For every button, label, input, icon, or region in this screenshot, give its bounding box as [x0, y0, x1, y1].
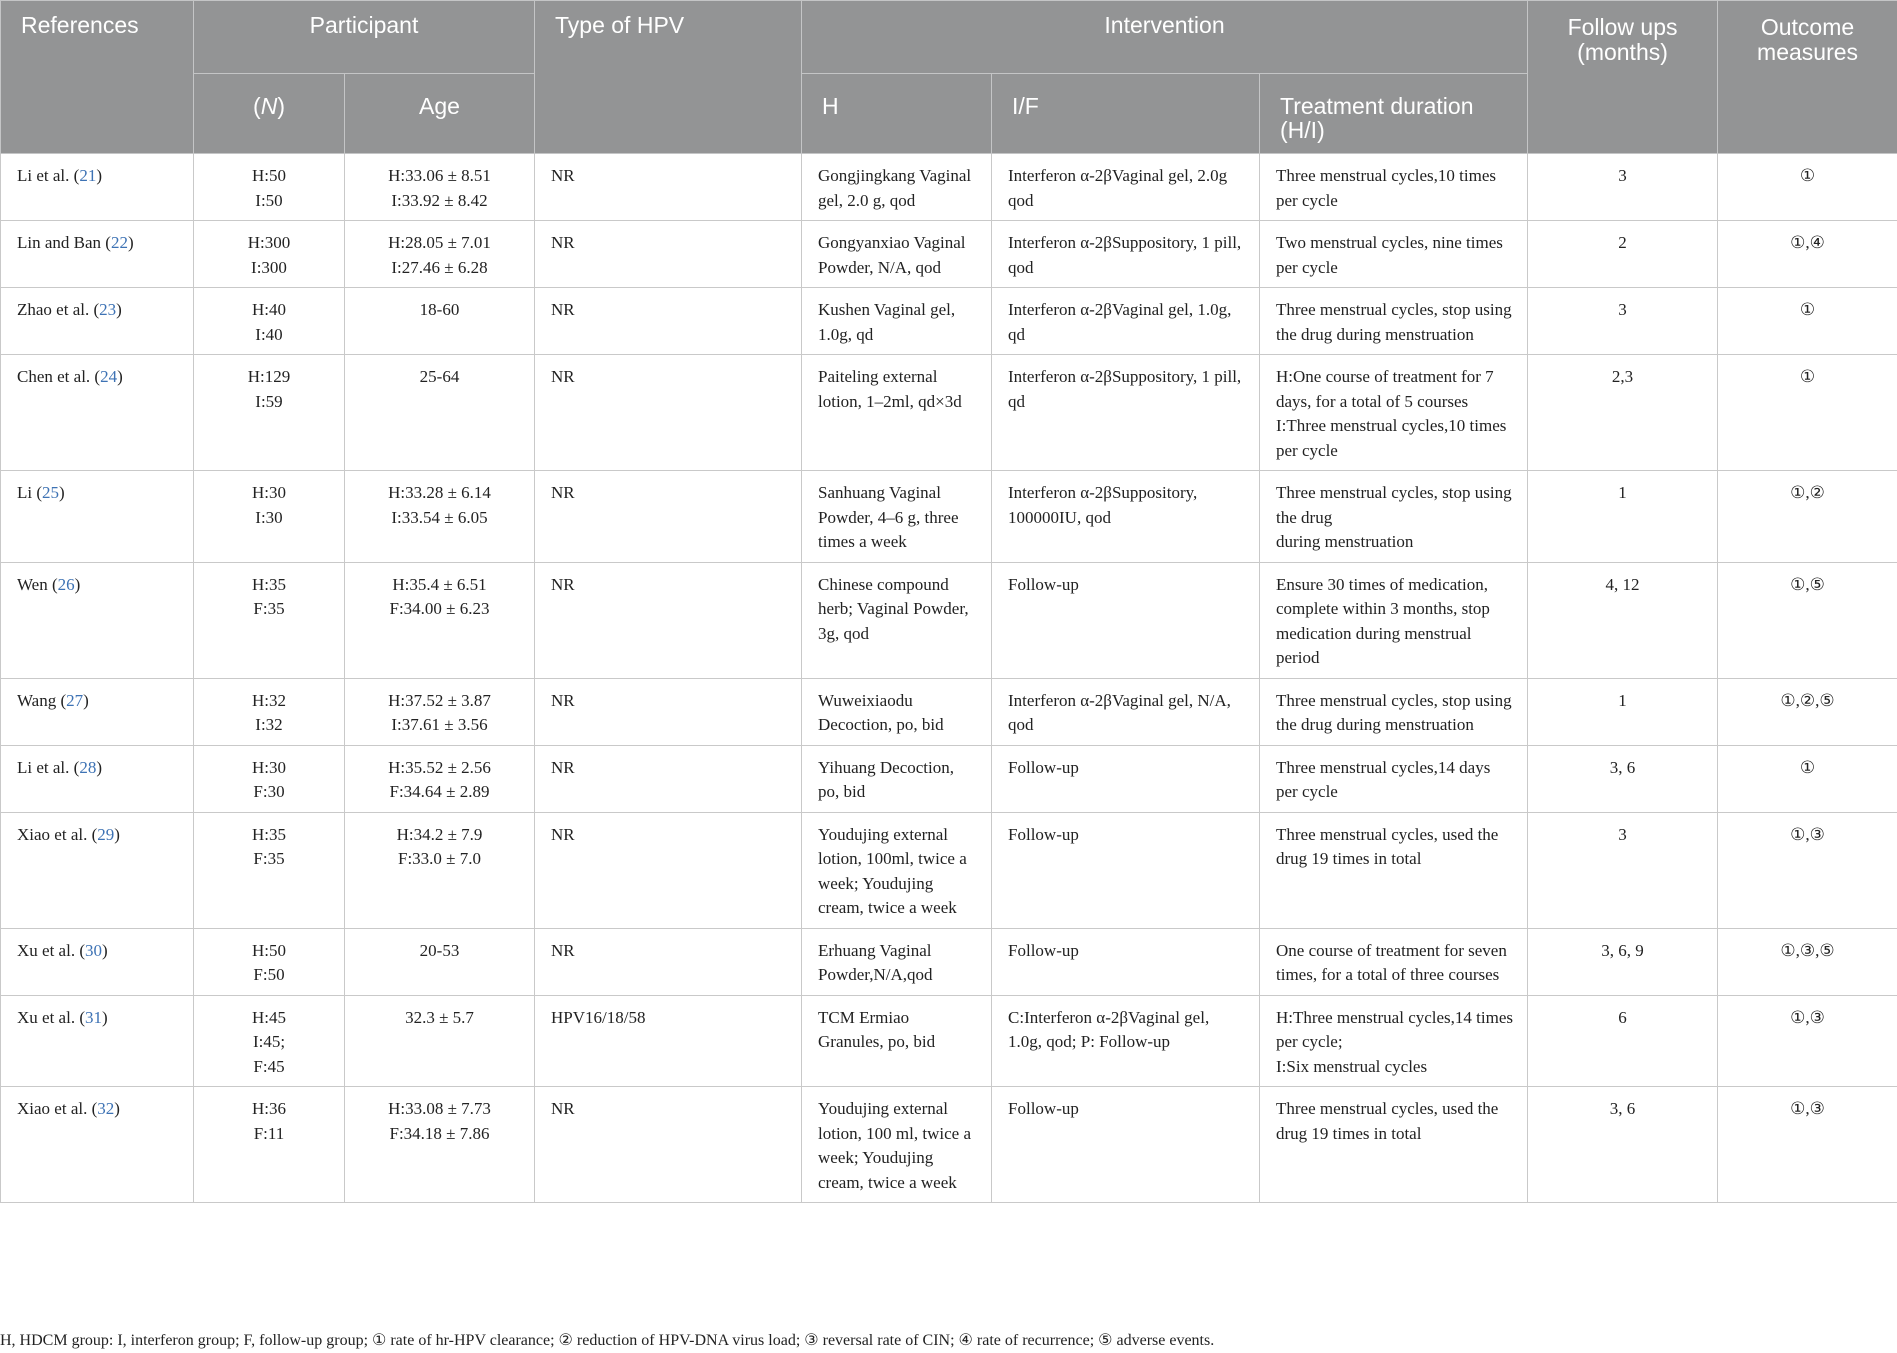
cell-n: H:45 I:45; F:45: [194, 995, 345, 1087]
cell-hpv-type: NR: [535, 355, 802, 471]
reference-link[interactable]: 21: [79, 166, 97, 185]
reference-author: Xu et al. (: [17, 1007, 85, 1027]
cell-reference: [1, 288, 194, 355]
cell-follow-ups: 3, 6: [1528, 745, 1718, 812]
cell-h-intervention: Gongyanxiao Vaginal Powder, N/A, qod: [802, 221, 992, 288]
cell-treatment-duration: One course of treatment for seven times, for a total of three courses: [1260, 928, 1528, 995]
reference-link[interactable]: 32: [97, 1099, 115, 1118]
header-references: References: [1, 1, 194, 154]
cell-h-intervention: Wuweixiaodu Decoction, po, bid: [802, 678, 992, 745]
cell-treatment-duration: Three menstrual cycles,14 days per cycle: [1260, 745, 1528, 812]
table-body: [1, 154, 1897, 1203]
cell-outcome: ①,③: [1718, 812, 1897, 928]
table-row: [1, 562, 1897, 678]
cell-treatment-duration: Ensure 30 times of medication, complete within 3 months, stop medication during menstrual period: [1260, 562, 1528, 678]
cell-age: 20-53: [345, 928, 535, 995]
cell-age: H:34.2 ± 7.9 F:33.0 ± 7.0: [345, 812, 535, 928]
cell-reference: [1, 995, 194, 1087]
reference-close: ): [101, 1007, 108, 1027]
cell-reference: [1, 678, 194, 745]
header-h: H: [802, 74, 992, 154]
header-treatment-duration: Treatment duration (H/I): [1260, 74, 1528, 154]
reference-link[interactable]: 22: [110, 233, 128, 252]
cell-hpv-type: NR: [535, 678, 802, 745]
cell-hpv-type: NR: [535, 745, 802, 812]
cell-reference: [1, 812, 194, 928]
reference-link[interactable]: 24: [100, 367, 118, 386]
cell-if-intervention: Follow-up: [992, 562, 1260, 678]
cell-outcome: ①,③: [1718, 1087, 1897, 1203]
cell-reference: [1, 355, 194, 471]
reference-link[interactable]: 30: [84, 940, 102, 960]
cell-age: H:33.08 ± 7.73 F:34.18 ± 7.86: [345, 1087, 535, 1203]
cell-hpv-type: NR: [535, 221, 802, 288]
cell-follow-ups: 3: [1528, 154, 1718, 221]
cell-n: H:32 I:32: [194, 678, 345, 745]
cell-h-intervention: Erhuang Vaginal Powder,N/A,qod: [802, 928, 992, 995]
cell-hpv-type: NR: [535, 471, 802, 563]
cell-hpv-type: NR: [535, 288, 802, 355]
table-row: [1, 745, 1897, 812]
cell-age: H:28.05 ± 7.01 I:27.46 ± 6.28: [345, 221, 535, 288]
cell-n: H:36 F:11: [194, 1087, 345, 1203]
cell-treatment-duration: Three menstrual cycles, stop using the drug during menstruation: [1260, 678, 1528, 745]
reference-author: Lin and Ban (: [17, 233, 111, 252]
table-row: [1, 678, 1897, 745]
reference-close: ): [114, 824, 120, 844]
cell-h-intervention: TCM Ermiao Granules, po, bid: [802, 995, 992, 1087]
reference-author: Wen (: [17, 574, 58, 594]
cell-reference: [1, 221, 194, 288]
reference-link[interactable]: 31: [84, 1007, 102, 1027]
reference-author: Xiao et al. (: [17, 824, 98, 844]
cell-age: H:33.06 ± 8.51 I:33.92 ± 8.42: [345, 154, 535, 221]
reference-author: Xu et al. (: [17, 940, 85, 960]
table-row: [1, 221, 1897, 288]
cell-hpv-type: NR: [535, 562, 802, 678]
cell-outcome: ①,⑤: [1718, 562, 1897, 678]
cell-treatment-duration: Three menstrual cycles, used the drug 19 times in total: [1260, 1087, 1528, 1203]
table-row: [1, 812, 1897, 928]
reference-close: ): [114, 1099, 120, 1118]
reference-close: ): [96, 166, 102, 185]
cell-outcome: ①: [1718, 745, 1897, 812]
cell-hpv-type: NR: [535, 154, 802, 221]
cell-hpv-type: NR: [535, 812, 802, 928]
cell-outcome: ①,③: [1718, 995, 1897, 1087]
cell-reference: [1, 928, 194, 995]
table-row: [1, 355, 1897, 471]
cell-follow-ups: 3: [1528, 288, 1718, 355]
reference-close: ): [74, 574, 81, 594]
cell-reference: [1, 1087, 194, 1203]
header-n-open: (: [253, 93, 261, 119]
reference-link[interactable]: 26: [57, 574, 75, 594]
cell-reference: [1, 562, 194, 678]
cell-treatment-duration: Three menstrual cycles, stop using the drug during menstruation: [1260, 471, 1528, 563]
reference-close: ): [101, 940, 108, 960]
reference-close: ): [59, 483, 65, 502]
cell-hpv-type: NR: [535, 928, 802, 995]
cell-follow-ups: 3: [1528, 812, 1718, 928]
cell-n: H:50 F:50: [194, 928, 345, 995]
cell-outcome: ①,②: [1718, 471, 1897, 563]
cell-if-intervention: Follow-up: [992, 1087, 1260, 1203]
cell-h-intervention: Chinese compound herb; Vaginal Powder, 3g, qod: [802, 562, 992, 678]
cell-if-intervention: Interferon α-2βSuppository, 1 pill, qd: [992, 355, 1260, 471]
cell-if-intervention: Interferon α-2βVaginal gel, N/A, qod: [992, 678, 1260, 745]
cell-if-intervention: Follow-up: [992, 745, 1260, 812]
cell-age: 18-60: [345, 288, 535, 355]
cell-treatment-duration: H:Three menstrual cycles,14 times per cycle; I:Six menstrual cycles: [1260, 995, 1528, 1087]
cell-n: H:35 F:35: [194, 562, 345, 678]
cell-outcome: ①,④: [1718, 221, 1897, 288]
cell-h-intervention: Gongjingkang Vaginal gel, 2.0 g, qod: [802, 154, 992, 221]
reference-author: Xiao et al. (: [17, 1099, 98, 1118]
header-if: I/F: [992, 74, 1260, 154]
cell-age: H:35.4 ± 6.51 F:34.00 ± 6.23: [345, 562, 535, 678]
reference-link[interactable]: 29: [97, 824, 115, 844]
cell-treatment-duration: Three menstrual cycles,10 times per cycle: [1260, 154, 1528, 221]
header-age: Age: [345, 74, 535, 154]
cell-if-intervention: Follow-up: [992, 812, 1260, 928]
cell-outcome: ①: [1718, 154, 1897, 221]
cell-h-intervention: Kushen Vaginal gel, 1.0g, qd: [802, 288, 992, 355]
header-intervention: Intervention: [802, 1, 1528, 74]
cell-treatment-duration: Three menstrual cycles, stop using the drug during menstruation: [1260, 288, 1528, 355]
reference-link[interactable]: 25: [42, 483, 60, 502]
reference-close: ): [83, 690, 89, 710]
cell-age: 25-64: [345, 355, 535, 471]
cell-n: H:30 I:30: [194, 471, 345, 563]
cell-age: H:33.28 ± 6.14 I:33.54 ± 6.05: [345, 471, 535, 563]
header-type-of-hpv: Type of HPV: [535, 1, 802, 154]
cell-outcome: ①,③,⑤: [1718, 928, 1897, 995]
reference-author: Zhao et al. (: [17, 300, 100, 319]
cell-treatment-duration: Three menstrual cycles, used the drug 19 times in total: [1260, 812, 1528, 928]
cell-follow-ups: 1: [1528, 471, 1718, 563]
cell-follow-ups: 3, 6: [1528, 1087, 1718, 1203]
reference-close: ): [117, 367, 123, 386]
cell-n: H:35 F:35: [194, 812, 345, 928]
cell-n: H:129 I:59: [194, 355, 345, 471]
header-n-close: ): [277, 93, 285, 119]
cell-follow-ups: 3, 6, 9: [1528, 928, 1718, 995]
cell-age: H:37.52 ± 3.87 I:37.61 ± 3.56: [345, 678, 535, 745]
cell-h-intervention: Paiteling external lotion, 1–2ml, qd×3d: [802, 355, 992, 471]
cell-n: H:50 I:50: [194, 154, 345, 221]
cell-age: H:35.52 ± 2.56 F:34.64 ± 2.89: [345, 745, 535, 812]
reference-close: ): [127, 233, 134, 252]
cell-if-intervention: C:Interferon α-2βVaginal gel, 1.0g, qod; P: Follow-up: [992, 995, 1260, 1087]
cell-follow-ups: 6: [1528, 995, 1718, 1087]
cell-age: 32.3 ± 5.7: [345, 995, 535, 1087]
cell-treatment-duration: Two menstrual cycles, nine times per cycle: [1260, 221, 1528, 288]
reference-close: ): [96, 757, 102, 777]
table-row: [1, 1087, 1897, 1203]
header-outcome-measures: Outcome measures: [1718, 1, 1897, 154]
cell-h-intervention: Youdujing external lotion, 100 ml, twice a week; Youdujing cream, twice a week: [802, 1087, 992, 1203]
reference-link[interactable]: 27: [66, 690, 84, 710]
cell-if-intervention: Interferon α-2βVaginal gel, 1.0g, qd: [992, 288, 1260, 355]
cell-n: H:30 F:30: [194, 745, 345, 812]
cell-n: H:40 I:40: [194, 288, 345, 355]
table-row: [1, 154, 1897, 221]
cell-hpv-type: HPV16/18/58: [535, 995, 802, 1087]
reference-author: Li (: [17, 483, 43, 502]
cell-outcome: ①: [1718, 288, 1897, 355]
cell-h-intervention: Yihuang Decoction, po, bid: [802, 745, 992, 812]
cell-if-intervention: Follow-up: [992, 928, 1260, 995]
header-follow-ups: Follow ups (months): [1528, 1, 1718, 154]
reference-author: Chen et al. (: [17, 367, 101, 386]
cell-follow-ups: 4, 12: [1528, 562, 1718, 678]
cell-outcome: ①,②,⑤: [1718, 678, 1897, 745]
cell-follow-ups: 2: [1528, 221, 1718, 288]
table-row: [1, 928, 1897, 995]
cell-if-intervention: Interferon α-2βSuppository, 100000IU, qod: [992, 471, 1260, 563]
cell-h-intervention: Sanhuang Vaginal Powder, 4–6 g, three times a week: [802, 471, 992, 563]
cell-if-intervention: Interferon α-2βSuppository, 1 pill, qod: [992, 221, 1260, 288]
reference-close: ): [116, 300, 122, 319]
table-header: [1, 1, 1897, 154]
reference-author: Wang (: [17, 690, 67, 710]
reference-author: Li et al. (: [17, 757, 80, 777]
cell-reference: [1, 471, 194, 563]
header-n: [194, 74, 345, 154]
header-participant: Participant: [194, 1, 535, 74]
reference-link[interactable]: 28: [79, 757, 97, 777]
cell-follow-ups: 1: [1528, 678, 1718, 745]
cell-if-intervention: Interferon α-2βVaginal gel, 2.0g qod: [992, 154, 1260, 221]
cell-reference: [1, 745, 194, 812]
cell-reference: [1, 154, 194, 221]
table-row: [1, 471, 1897, 563]
header-n-letter: N: [260, 93, 278, 119]
reference-author: Li et al. (: [17, 166, 80, 185]
table-row: [1, 995, 1897, 1087]
cell-outcome: ①: [1718, 355, 1897, 471]
cell-follow-ups: 2,3: [1528, 355, 1718, 471]
cell-treatment-duration: H:One course of treatment for 7 days, for a total of 5 courses I:Three menstrual cycles,10 times per cycle: [1260, 355, 1528, 471]
cell-n: H:300 I:300: [194, 221, 345, 288]
cell-h-intervention: Youdujing external lotion, 100ml, twice a week; Youdujing cream, twice a week: [802, 812, 992, 928]
table-row: [1, 288, 1897, 355]
cell-hpv-type: NR: [535, 1087, 802, 1203]
table-footnote: H, HDCM group: I, interferon group; F, follow-up group; ① rate of hr-HPV clearance; ② reduction of HPV-DNA virus load; ③ reversal rate of CIN; ④ rate of recurrence; ⑤ adverse events.: [0, 1332, 1215, 1349]
reference-link[interactable]: 23: [99, 300, 117, 319]
